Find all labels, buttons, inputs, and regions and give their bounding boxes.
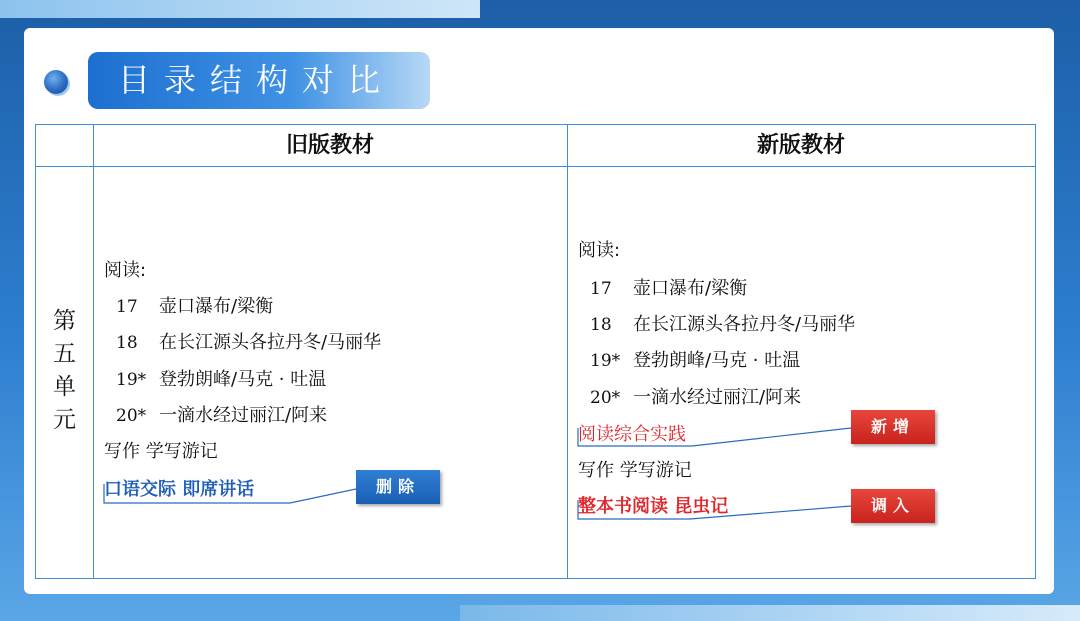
table-divider	[567, 125, 568, 578]
item-number: 19*	[116, 370, 147, 390]
move-in-button[interactable]: 调入	[851, 489, 935, 523]
unit-char: 单	[53, 374, 76, 400]
item-number: 18	[116, 333, 138, 353]
old-writing: 写作 学写游记	[104, 441, 218, 462]
item-text: 壶口瀑布/梁衡	[159, 296, 274, 317]
item-text: 一滴水经过丽江/阿来	[633, 387, 802, 408]
header-old: 旧版教材	[285, 133, 374, 158]
old-list-item	[116, 292, 273, 318]
item-text: 在长江源头各拉丹冬/马丽华	[633, 314, 856, 335]
new-reading-practice: 阅读综合实践	[578, 424, 686, 445]
old-reading-label: 阅读:	[104, 260, 147, 281]
old-oral-communication: 口语交际 即席讲话	[104, 479, 255, 500]
new-list-item	[590, 310, 855, 336]
item-number: 18	[590, 315, 612, 335]
item-number: 20*	[590, 388, 621, 408]
unit-char: 元	[53, 407, 76, 433]
bullet-icon	[44, 70, 68, 94]
unit-char: 第	[53, 308, 76, 334]
new-whole-book-reading: 整本书阅读 昆虫记	[578, 496, 729, 517]
new-list-item	[590, 383, 801, 409]
item-text: 在长江源头各拉丹冬/马丽华	[159, 332, 382, 353]
item-number: 19*	[590, 351, 621, 371]
add-button[interactable]: 新增	[851, 410, 935, 444]
old-list-item	[116, 365, 326, 391]
old-list-item	[116, 401, 327, 427]
item-text: 一滴水经过丽江/阿来	[159, 405, 328, 426]
new-writing: 写作 学写游记	[578, 460, 692, 481]
new-reading-label: 阅读:	[578, 240, 621, 261]
decor-top-left	[0, 0, 480, 18]
delete-button[interactable]: 删除	[356, 470, 440, 504]
item-text: 壶口瀑布/梁衡	[633, 278, 748, 299]
item-number: 20*	[116, 406, 147, 426]
new-list-item	[590, 274, 747, 300]
unit-char: 五	[53, 341, 76, 367]
old-list-item	[116, 328, 381, 354]
item-number: 17	[116, 297, 138, 317]
item-text: 登勃朗峰/马克 · 吐温	[159, 369, 327, 390]
new-list-item	[590, 346, 800, 372]
table-divider	[36, 166, 1035, 167]
decor-bottom-right	[460, 605, 1080, 621]
table-divider	[93, 125, 94, 578]
item-number: 17	[590, 279, 612, 299]
page-title: 目录结构对比	[88, 52, 430, 109]
item-text: 登勃朗峰/马克 · 吐温	[633, 350, 801, 371]
unit-label	[36, 305, 93, 437]
header-new: 新版教材	[756, 133, 845, 158]
